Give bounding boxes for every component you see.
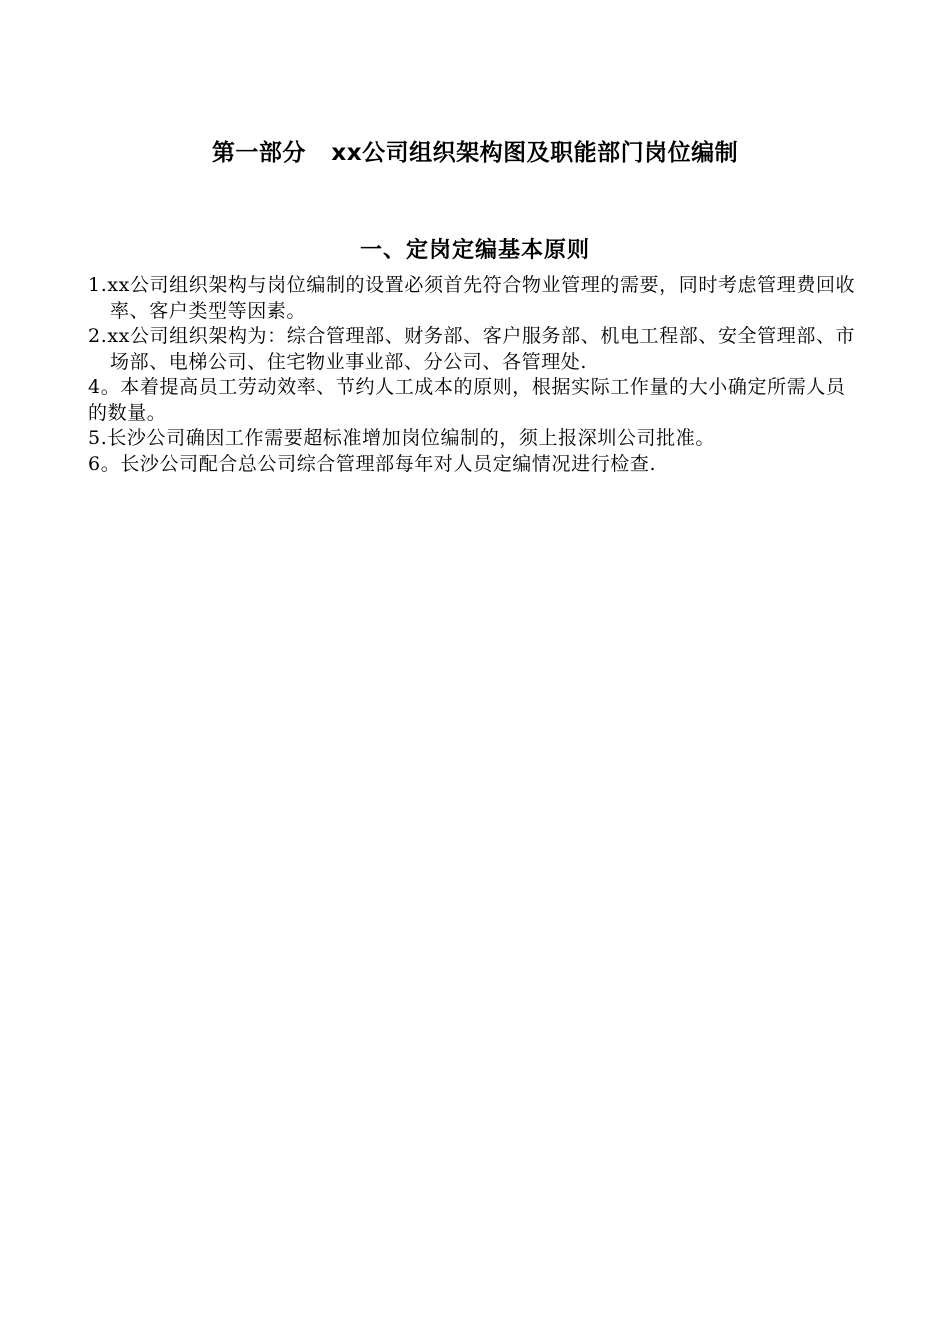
principle-item-6: 6。长沙公司配合总公司综合管理部每年对人员定编情况进行检查. bbox=[88, 452, 657, 475]
principle-item-1: 1.xx公司组织架构与岗位编制的设置必须首先符合物业管理的需要，同时考虑管理费回收率、客户类型等因素。 bbox=[88, 274, 856, 322]
principle-item-5: 5.长沙公司确因工作需要超标准增加岗位编制的，须上报深圳公司批准。 bbox=[88, 427, 715, 449]
section-heading: 一、定岗定编基本原则 bbox=[359, 238, 590, 263]
principle-item-2: 2.xx公司组织架构为：综合管理部、财务部、客户服务部、机电工程部、安全管理部、市场部、电梯公司、住宅物业事业部、分公司、各管理处. bbox=[88, 325, 856, 373]
principles-list bbox=[88, 273, 863, 477]
principle-item-4: 4。本着提高员工劳动效率、节约人工成本的原则，根据实际工作量的大小确定所需人员的数量。 bbox=[88, 376, 846, 424]
document-title: 第一部分 xx公司组织架构图及职能部门岗位编制 bbox=[211, 140, 739, 166]
